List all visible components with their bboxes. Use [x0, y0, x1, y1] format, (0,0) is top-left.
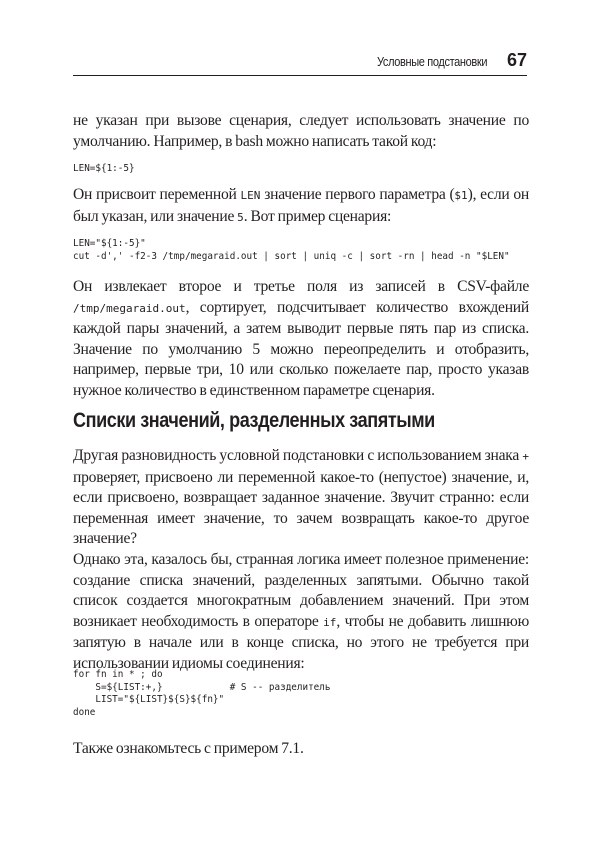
inline-code: /tmp/megaraid.out — [73, 301, 186, 315]
paragraph-comma-list — [73, 550, 529, 674]
inline-code: 5 — [237, 210, 244, 224]
paragraph-text: ), если он был указан, или значение — [73, 186, 529, 225]
paragraph-text: значение первого параметра ( — [260, 186, 455, 203]
paragraph-text: , чтобы не добавить лишнюю запятую в начале или в конце списка, но этого не требуется при использовании идиомы соединения: — [73, 612, 529, 672]
header-rule — [73, 75, 527, 76]
paragraph-text: проверяет, присвоено ли переменной какое-то (непустое) значение, и, если присвоено, возвращает заданное значение. Звучит странно: если переменная имеет значение, то зачем возвращать какое-то другое значение? — [73, 468, 529, 547]
paragraph-text: , сортирует, подсчитывает количество вхождений каждой пары значений, а затем выводит первые пять пар из списка. Значение по умолчанию 5 можно переопределить и отобразить, например, первые три, 10 или сколько пожелаете пар, просто указав нужное количество в единственном параметре сценария. — [73, 298, 529, 399]
page-number: 67 — [506, 50, 527, 70]
paragraph-text: Также ознакомьтесь с примером 7.1. — [73, 740, 304, 757]
paragraph-text: Он извлекает второе и третье поля из записей в CSV-файле — [73, 278, 529, 295]
section-heading: Списки значений, разделенных запятыми — [73, 409, 435, 432]
header-title: Условные подстановки — [376, 55, 487, 69]
code-block-len: LEN=${1:-5} — [73, 163, 135, 174]
paragraph-text: не указан при вызове сценария, следует использовать значение по умолчанию. Например, в bash можно написать такой код: — [73, 112, 529, 150]
paragraph-csv-extract — [73, 277, 529, 401]
inline-code: if — [323, 615, 337, 629]
paragraph-text: . Вот пример сценария: — [243, 207, 392, 225]
paragraph-plus-substitution — [73, 446, 529, 550]
paragraph-text: Он присвоит переменной — [73, 186, 241, 203]
code-block-cut-script: LEN="${1:-5}" cut -d',' -f2-3 /tmp/megaraid.out | sort | uniq -c | sort -rn | head -n "$LEN" — [73, 238, 510, 262]
running-header — [73, 50, 527, 76]
inline-code: LEN — [240, 189, 261, 202]
inline-code: $1 — [454, 189, 468, 202]
paragraph-text: Однако эта, казалось бы, странная логика имеет полезное применение: создание списка значений, разделенных запятыми. Обычно такой список создается многократным добавлением значений. При этом возникает необходимость в операторе — [73, 551, 529, 630]
inline-code: + — [522, 450, 529, 463]
paragraph-default-value — [73, 111, 529, 152]
code-block-for-loop: for fn in * ; do S=${LIST:+,} # S -- разделитель LIST="${LIST}${S}${fn}" done — [73, 669, 331, 718]
paragraph-see-example — [73, 739, 529, 760]
paragraph-len-assign — [73, 185, 529, 228]
paragraph-text: Другая разновидность условной подстановки с использованием знака — [73, 447, 523, 464]
